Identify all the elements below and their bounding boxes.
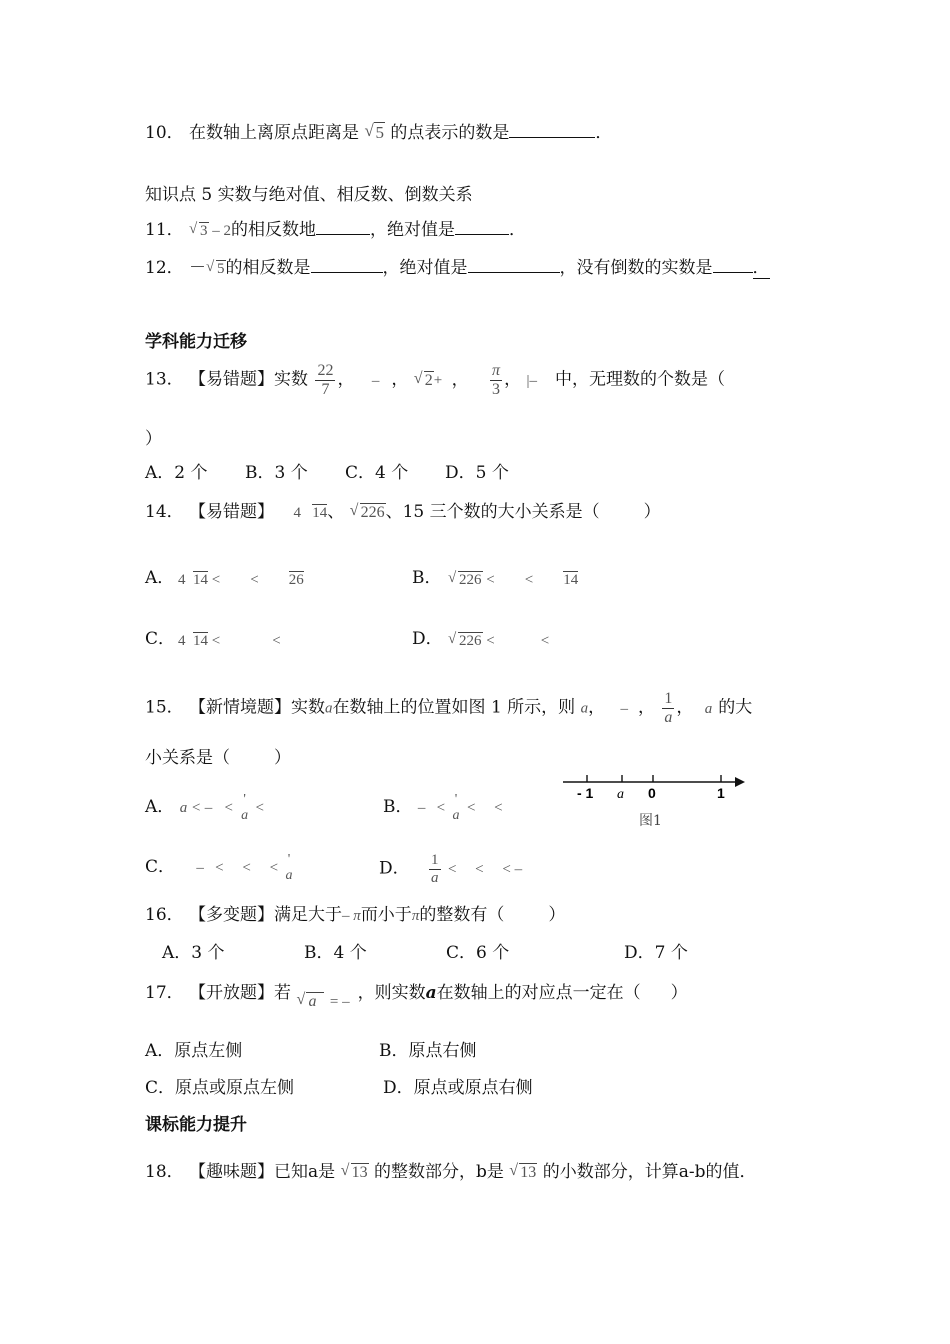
less-than: < (211, 572, 221, 588)
less-than: < (486, 633, 495, 649)
question-text: 在数轴上离原点距离是 (189, 123, 360, 143)
option-d[interactable]: D．原点或原点右侧 (383, 1078, 533, 1098)
answer-blank[interactable] (713, 256, 753, 273)
knowledge-point-title: 知识点 5 实数与绝对值、相反数、倒数关系 (145, 185, 473, 205)
numerator: 22 (317, 362, 334, 379)
period: ． (752, 258, 770, 278)
less-than: < (524, 572, 534, 588)
question-text: 在数轴上的位置如图 1 所示，则 (332, 697, 576, 718)
close-paren: ） (145, 429, 162, 449)
math-fragment: = – (329, 994, 350, 1010)
q14-option-d[interactable] (412, 624, 443, 649)
q14-option-a-expr (178, 572, 304, 589)
q14-option-b[interactable] (412, 563, 442, 588)
option-a[interactable]: A．3 个 (162, 943, 225, 963)
sqrt-expression (341, 1164, 369, 1182)
q17-options-row2 (145, 1073, 533, 1098)
sqrt-expression (206, 261, 226, 278)
period: ． (595, 123, 613, 143)
tick-label-a: a (617, 787, 624, 802)
option-a[interactable]: A．2 个 (145, 463, 208, 483)
option-label: C． (145, 857, 176, 877)
question-text: 的整数部分，b是 (374, 1162, 504, 1182)
question-text: 若 (274, 983, 292, 1003)
q14-option-b-expr (448, 572, 578, 589)
denominator: a (664, 708, 673, 726)
question-text: ，绝对值是 (370, 220, 456, 240)
math-fragment: – π (342, 908, 361, 924)
q15-option-b[interactable] (383, 792, 503, 823)
arrow-head (735, 777, 745, 787)
math-fragment: + (433, 372, 443, 389)
question-tag: 【易错题】 (189, 502, 275, 522)
minus-sign: － (189, 258, 207, 278)
radicand: a (306, 992, 324, 1010)
question-15 (145, 690, 752, 726)
separator: 、 (327, 502, 345, 522)
question-tag: 【多变题】 (189, 905, 275, 925)
fraction-over-a (285, 852, 292, 883)
denominator: a (452, 807, 460, 823)
radicand: 14 (193, 633, 208, 649)
question-15-cont (145, 743, 291, 768)
sqrt-expression (509, 1164, 537, 1182)
fraction-over-a (241, 792, 248, 823)
question-16 (145, 900, 565, 925)
less-than: < (211, 633, 221, 649)
option-b[interactable]: B．4 个 (304, 943, 367, 963)
close-paren: ） (548, 905, 566, 925)
q15-option-a[interactable] (145, 792, 264, 823)
tick-label-0: 0 (648, 785, 656, 801)
question-tag: 【趣味题】 (189, 1162, 275, 1182)
numerator: ' (287, 852, 291, 868)
separator: ， (337, 369, 355, 390)
radicand: 13 (520, 1164, 537, 1181)
variable-a: a (704, 700, 713, 717)
variable-a: a (580, 700, 589, 717)
separator: ， (588, 697, 606, 718)
question-12 (145, 253, 770, 278)
question-tag: 【易错题】 (189, 369, 275, 390)
close-paren: ） (274, 748, 291, 768)
period: ． (509, 220, 527, 240)
separator: ， (676, 697, 694, 718)
sqrt-expression (364, 123, 385, 143)
question-text: 而小于 (360, 905, 412, 925)
question-text: 实数 (291, 697, 326, 718)
radicand: 14 (312, 505, 328, 521)
question-17 (145, 978, 688, 1010)
question-text: ，则实数 (357, 983, 426, 1003)
q15-option-c[interactable] (145, 852, 294, 883)
option-label: B． (412, 568, 442, 588)
coefficient: 4 (178, 633, 186, 649)
question-number: 18． (145, 1162, 184, 1182)
radicand: 2 (424, 371, 433, 389)
radicand: 3 (200, 223, 208, 239)
option-b[interactable]: B．3 个 (245, 463, 308, 483)
less-than: < (250, 572, 259, 588)
less-than: < (540, 633, 550, 649)
radicand: 14 (563, 572, 579, 588)
option-label: B． (383, 797, 413, 817)
question-text: 的点表示的数是 (390, 123, 510, 143)
tick-label-1: 1 (717, 785, 725, 801)
question-text: 小关系是（ (145, 748, 230, 768)
radicand: 226 (459, 633, 482, 649)
math-expression (189, 223, 231, 239)
radicand: 26 (288, 572, 304, 588)
math-fragment: < < < – (447, 861, 523, 878)
option-c[interactable]: C．4 个 (345, 463, 409, 483)
question-number: 11． (145, 220, 184, 240)
separator: ， (504, 369, 522, 390)
question-text: ，没有倒数的实数是 (559, 258, 713, 278)
q17-options-row1 (145, 1036, 477, 1061)
question-13 (145, 362, 725, 398)
fraction-pi-3 (490, 362, 502, 398)
question-text: 在数轴上的对应点一定在（ (436, 983, 641, 1003)
numerator: ' (243, 792, 246, 808)
numerator: 1 (431, 852, 439, 868)
separator: ， (637, 697, 655, 718)
option-c[interactable]: C．原点或原点左侧 (145, 1078, 295, 1098)
variable-a: a (425, 983, 437, 1003)
q14-option-d-expr (448, 633, 549, 650)
question-number: 17． (145, 983, 184, 1003)
coefficient: 4 (293, 505, 301, 521)
question-18 (145, 1157, 756, 1182)
radicand: 13 (351, 1164, 368, 1181)
question-text: 的小数部分，计算a-b的值． (542, 1162, 757, 1182)
math-fragment: π (411, 908, 420, 924)
answer-blank[interactable] (455, 218, 509, 235)
separator: ， (451, 369, 469, 390)
question-text: ，绝对值是 (382, 258, 468, 278)
option-label: A． (145, 568, 175, 588)
q16-options (162, 938, 688, 963)
coefficient: 4 (178, 572, 186, 588)
math-fragment: – (371, 372, 380, 389)
question-tag: 【开放题】 (189, 983, 275, 1003)
question-text: 的相反数是 (225, 258, 311, 278)
option-d[interactable]: D．5 个 (445, 463, 509, 483)
fraction-over-a (453, 792, 460, 823)
close-paren: ） (643, 502, 661, 522)
less-than: < (272, 633, 281, 649)
option-label: A． (145, 797, 175, 817)
denominator: a (285, 867, 293, 883)
figure-caption: 图1 (639, 813, 662, 829)
expression-tail: – 2 (212, 223, 232, 239)
question-text: 实数 (274, 369, 309, 390)
variable-a: a (325, 700, 333, 717)
option-label: D． (412, 629, 443, 649)
question-number: 10． (145, 123, 184, 143)
math-fragment: – (620, 700, 628, 717)
question-text: 的相反数地 (231, 220, 317, 240)
radicand: 5 (375, 123, 384, 142)
fraction-1-over-a (662, 690, 674, 726)
numerator: π (492, 362, 501, 379)
q14-option-c-expr (178, 633, 281, 650)
separator: ， (391, 369, 409, 390)
numerator: 1 (664, 690, 673, 707)
radicand: 5 (217, 261, 225, 277)
question-text: 的大 (718, 697, 753, 718)
fraction-22-7 (315, 362, 335, 398)
answer-blank[interactable] (316, 218, 370, 235)
question-number: 13． (145, 369, 184, 390)
denominator: a (431, 869, 439, 886)
question-text: 的整数有（ (419, 905, 505, 925)
radicand: 226 (459, 572, 482, 588)
answer-blank[interactable] (468, 256, 560, 273)
denominator: a (241, 807, 249, 823)
q13-options (145, 458, 509, 483)
number-line-figure (555, 770, 755, 834)
less-than: < (486, 572, 495, 588)
denominator: 3 (492, 380, 501, 398)
question-text: 、15 三个数的大小关系是（ (385, 502, 600, 522)
question-10 (145, 118, 612, 143)
math-expression: – < (417, 800, 446, 816)
option-label: D． (379, 858, 410, 879)
option-d[interactable]: D．7 个 (624, 943, 688, 963)
math-expression: a < – < (179, 800, 234, 816)
section-heading: 学科能力迁移 (145, 332, 247, 352)
tick-label-neg-1: - 1 (577, 785, 594, 801)
question-tag: 【新情境题】 (189, 697, 292, 718)
question-14 (145, 497, 661, 522)
section-heading: 课标能力提升 (145, 1115, 247, 1135)
math-expression (293, 505, 327, 521)
answer-blank[interactable] (311, 256, 383, 273)
math-fragment: < < (466, 800, 503, 816)
math-expression: – < < < (196, 860, 279, 876)
question-number: 12． (145, 258, 184, 278)
numerator: ' (454, 792, 458, 808)
question-11 (145, 215, 526, 240)
q14-option-a[interactable] (145, 563, 174, 588)
question-number: 15． (145, 697, 184, 718)
close-paren: ） (670, 983, 688, 1003)
fraction-1-over-a (429, 852, 441, 886)
q15-option-d[interactable] (379, 852, 522, 886)
sqrt-expression (296, 993, 324, 1011)
option-a[interactable]: A．原点左侧 (145, 1041, 243, 1061)
question-number: 16． (145, 905, 184, 925)
math-fragment: |– (526, 372, 537, 389)
radicand: 14 (193, 572, 208, 588)
question-text: 已知a是 (274, 1162, 336, 1182)
question-text: 满足大于 (274, 905, 343, 925)
option-label: C． (145, 629, 176, 649)
answer-blank[interactable] (509, 121, 595, 138)
option-b[interactable]: B．原点右侧 (379, 1041, 477, 1061)
q14-option-c[interactable] (145, 624, 175, 649)
radicand: 226 (360, 504, 385, 521)
option-c[interactable]: C．6 个 (446, 943, 510, 963)
question-number: 14． (145, 502, 184, 522)
math-fragment: < (255, 800, 264, 816)
sqrt-expression (350, 504, 386, 522)
denominator: 7 (321, 380, 330, 398)
question-text: 中，无理数的个数是（ (554, 369, 725, 390)
sqrt-expression (414, 372, 434, 390)
